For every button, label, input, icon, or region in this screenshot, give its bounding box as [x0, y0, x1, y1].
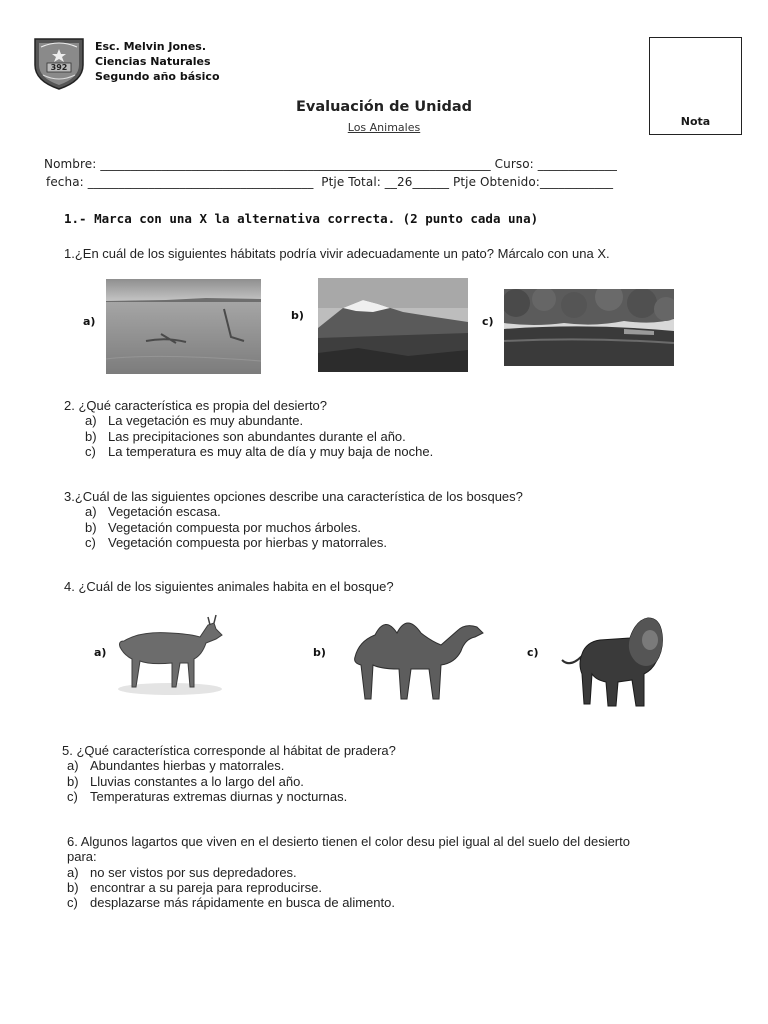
school-name: Esc. Melvin Jones. [95, 40, 207, 53]
q6-option-a-text: no ser vistos por sus depredadores. [90, 864, 297, 880]
q3-option-c-label: c) [85, 534, 96, 550]
lion-photo[interactable] [560, 604, 665, 712]
q5-option-a-label: a) [67, 758, 79, 774]
q1-option-b-label: b) [291, 309, 304, 322]
q3-option-c[interactable] [64, 535, 714, 550]
question-3 [64, 489, 714, 550]
q4-option-c-label: c) [527, 646, 539, 659]
q1-option-a-label: a) [83, 315, 96, 328]
grade-box-label: Nota [680, 115, 711, 128]
page-subtitle: Los Animales [347, 121, 421, 134]
q2-option-b[interactable] [64, 429, 714, 444]
question-1-text: 1.¿En cuál de los siguientes hábitats podría vivir adecuadamente un pato? Márcalo con una X. [64, 246, 610, 261]
question-3-text: 3.¿Cuál de las siguientes opciones describe una característica de los bosques? [64, 489, 523, 504]
desert-photo[interactable] [106, 279, 261, 374]
q3-option-a-label: a) [85, 504, 97, 520]
school-subject: Ciencias Naturales [95, 55, 211, 68]
q2-option-a-label: a) [85, 413, 97, 429]
q5-option-c[interactable] [62, 789, 712, 804]
q5-option-a[interactable] [62, 758, 712, 773]
q3-option-b[interactable] [64, 520, 714, 535]
question-5 [62, 743, 712, 804]
camel-photo[interactable] [345, 607, 487, 707]
q3-option-a-text: Vegetación escasa. [108, 504, 221, 520]
question-4-text: 4. ¿Cuál de los siguientes animales habita en el bosque? [64, 579, 394, 594]
mountain-photo[interactable] [318, 278, 468, 372]
q2-option-b-label: b) [85, 428, 97, 444]
q6-option-b[interactable] [67, 880, 747, 895]
q4-option-b-label: b) [313, 646, 326, 659]
forest-lake-photo[interactable] [504, 289, 674, 366]
q5-option-c-text: Temperaturas extremas diurnas y nocturnas. [90, 788, 348, 804]
q6-option-a[interactable] [67, 865, 747, 880]
q6-option-a-label: a) [67, 864, 79, 880]
q5-option-c-label: c) [67, 788, 78, 804]
q2-option-c[interactable] [64, 444, 714, 459]
q2-option-c-label: c) [85, 443, 96, 459]
school-logo [31, 35, 87, 91]
q3-option-a[interactable] [64, 504, 714, 519]
q6-option-b-label: b) [67, 879, 79, 895]
q4-option-a-label: a) [94, 646, 107, 659]
q6-option-c[interactable] [67, 895, 747, 910]
deer-photo[interactable] [110, 603, 230, 699]
q5-option-a-text: Abundantes hierbas y matorrales. [90, 758, 285, 774]
question-6 [67, 834, 747, 910]
q5-option-b[interactable] [62, 774, 712, 789]
q2-option-a-text: La vegetación es muy abundante. [108, 413, 304, 429]
q5-option-b-label: b) [67, 773, 79, 789]
page-title: Evaluación de Unidad [296, 99, 472, 115]
q3-option-b-label: b) [85, 519, 97, 535]
q3-option-b-text: Vegetación compuesta por muchos árboles. [108, 519, 361, 535]
q2-option-b-text: Las precipitaciones son abundantes durante el año. [108, 428, 406, 444]
logo-number: 392 [50, 63, 68, 72]
q2-option-a[interactable] [64, 413, 714, 428]
section-title: 1.- Marca con una X la alternativa correcta. (2 punto cada una) [64, 211, 539, 226]
q2-option-c-text: La temperatura es muy alta de día y muy baja de noche. [108, 443, 434, 459]
date-score-field[interactable]: fecha: _____________________________________ Ptje Total: __26______ Ptje Obtenido:____________ [46, 175, 614, 189]
q6-option-c-text: desplazarse más rápidamente en busca de alimento. [90, 895, 395, 911]
school-grade: Segundo año básico [95, 70, 220, 83]
q6-option-c-label: c) [67, 895, 78, 911]
question-6-text: 6. Algunos lagartos que viven en el desierto tienen el color desu piel igual al del suelo del desierto [67, 834, 630, 849]
q5-option-b-text: Lluvias constantes a lo largo del año. [90, 773, 304, 789]
question-5-text: 5. ¿Qué característica corresponde al hábitat de pradera? [62, 743, 396, 758]
question-6-text-cont: para: [67, 849, 97, 865]
q3-option-c-text: Vegetación compuesta por hierbas y matorrales. [108, 534, 387, 550]
name-course-field[interactable]: Nombre: ________________________________________________________________ Curso: _____________ [44, 157, 618, 171]
q1-option-c-label: c) [482, 315, 494, 328]
question-2-text: 2. ¿Qué característica es propia del desierto? [64, 398, 328, 413]
q6-option-b-text: encontrar a su pareja para reproducirse. [90, 879, 322, 895]
question-2 [64, 398, 714, 459]
